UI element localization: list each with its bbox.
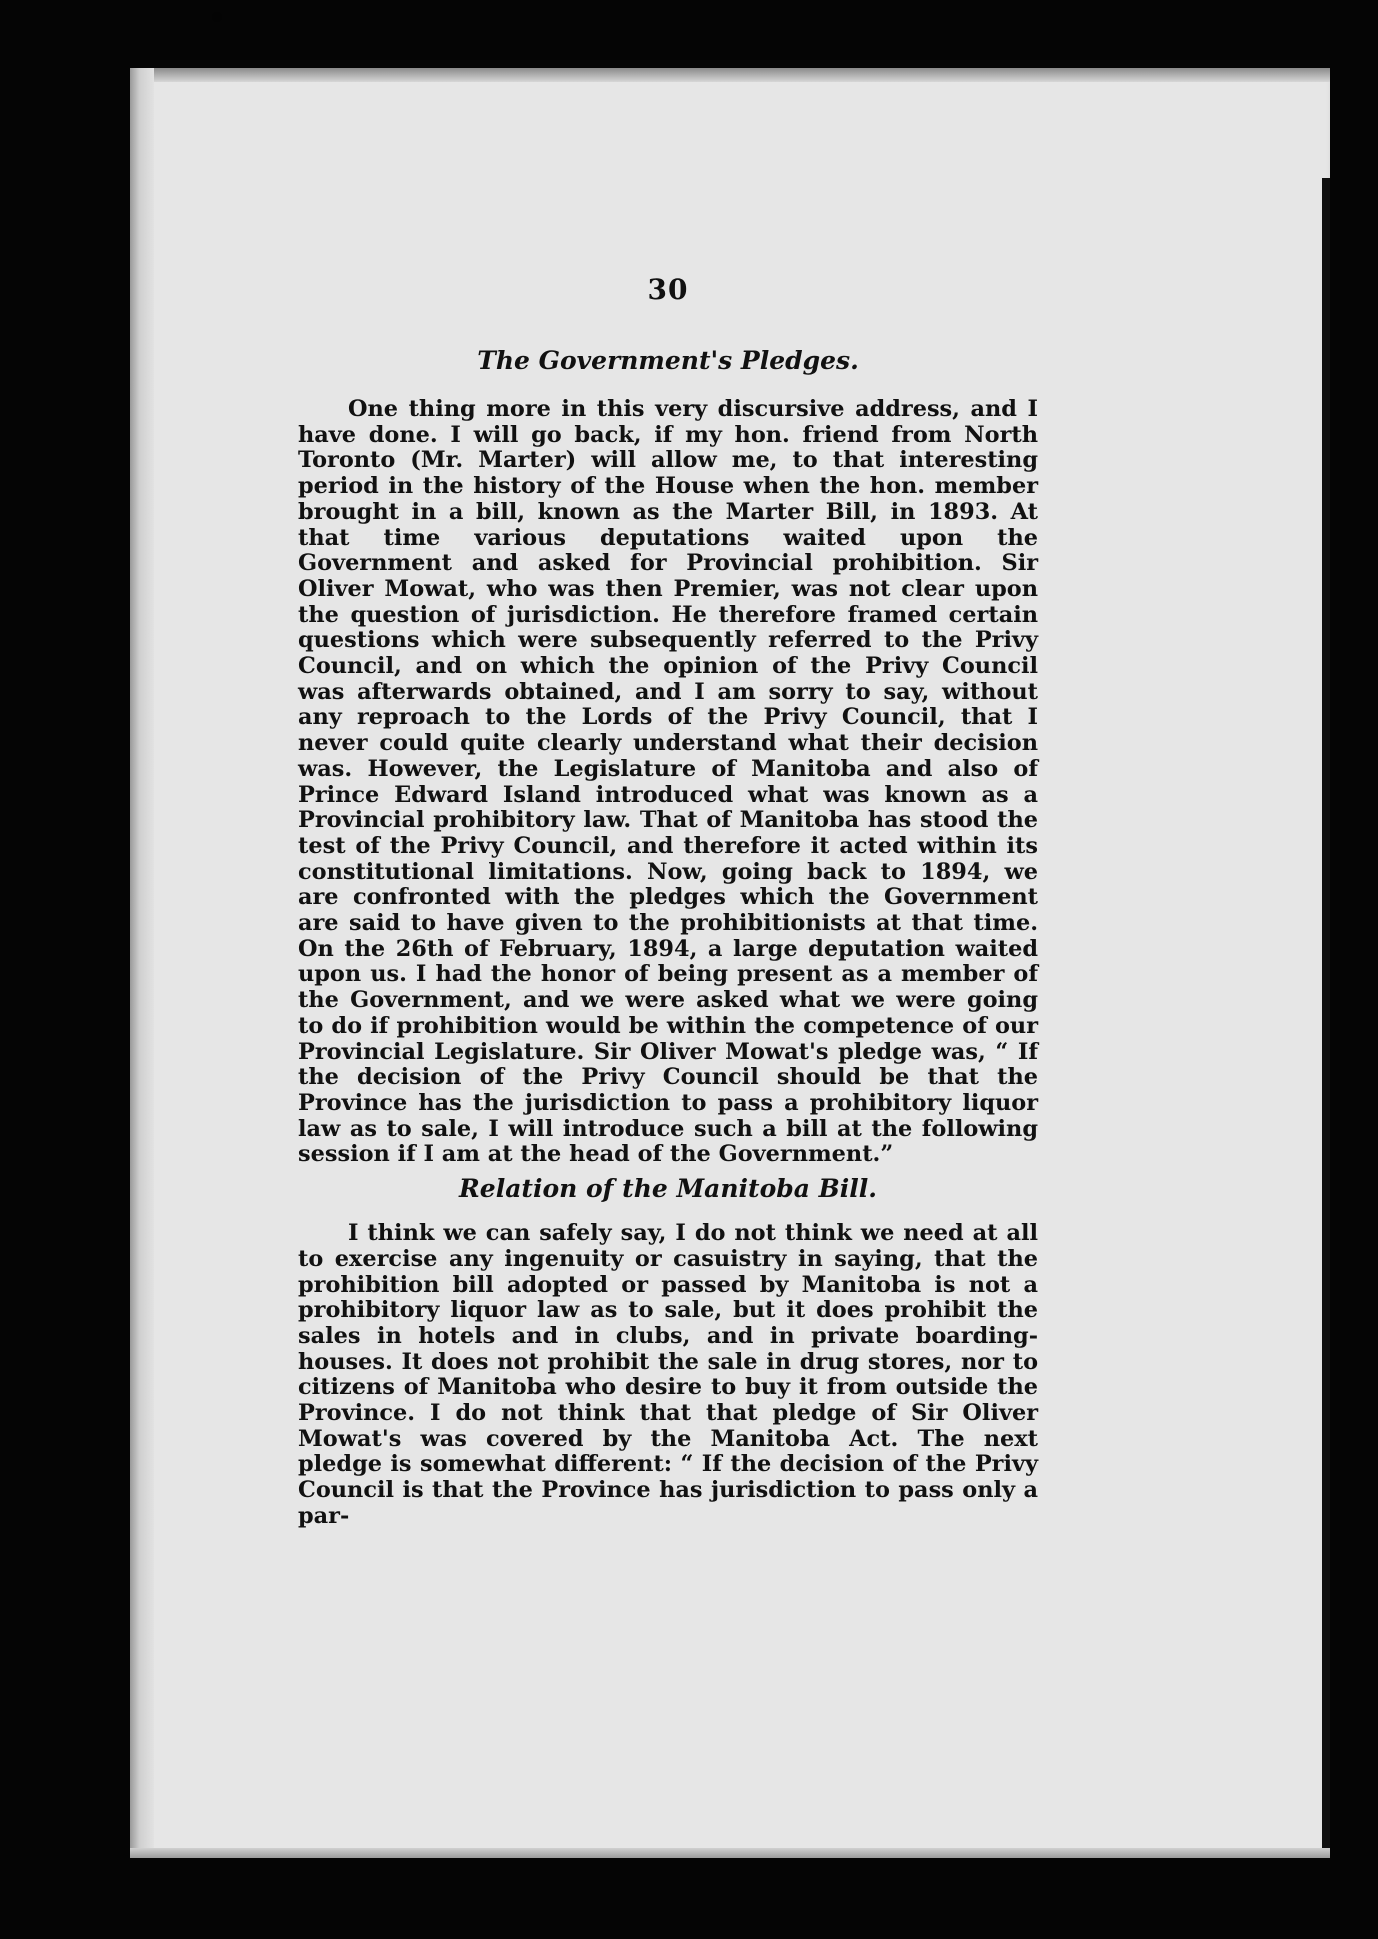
section-heading-manitoba-bill: Relation of the Manitoba Bill. (459, 1174, 877, 1204)
page-text-block (298, 273, 1038, 1530)
page-top-edge (130, 68, 1330, 82)
book-page (130, 68, 1330, 1858)
scan-speck (212, 12, 222, 22)
page-number: 30 (647, 273, 689, 306)
page-bottom-edge (130, 1848, 1330, 1858)
paragraph-manitoba-bill: I think we can safely say, I do not think we need at all to exercise any ingenuity or casuistry in saying, that the prohibition bill adopted or passed by Manitoba is not a prohibitory liquor law as to sale, but it does prohibit the sales in hotels and in clubs, and in private boarding-houses. It does not prohibit the sale in drug stores, nor to citizens of Manitoba who desire to buy it from outside the Province. I do not think that that pledge of Sir Oliver Mowat's was covered by the Manitoba Act. The next pledge is somewhat different: “ If the decision of the Privy Council is that the Province has jurisdiction to pass only a par- (298, 1220, 1038, 1529)
page-binding-edge (130, 68, 154, 1858)
paragraph-government-pledges: One thing more in this very discursive address, and I have done. I will go back, if my hon. friend from North Toronto (Mr. Marter) will allow me, to that interesting period in the history of the House when the hon. member brought in a bill, known as the Marter Bill, in 1893. At that time various deputations waited upon the Government and asked for Provincial prohibition. Sir Oliver Mowat, who was then Premier, was not clear upon the question of jurisdiction. He therefore framed certain questions which were subsequently referred to the Privy Council, and on which the opinion of the Privy Council was afterwards obtained, and I am sorry to say, without any reproach to the Lords of the Privy Council, that I never could quite clearly understand what their decision was. However, the Legislature of Manitoba and also of Prince Edward Island introduced what was known as a Provincial prohibitory law. That of Manitoba has stood the test of the Privy Council, and therefore it acted within its constitutional limitations. Now, going back to 1894, we are confronted with the pledges which the Government are said to have given to the prohibitionists at that time. On the 26th of February, 1894, a large deputation waited upon us. I had the honor of being present as a member of the Government, and we were asked what we were going to do if prohibition would be within the competence of our Provincial Legislature. Sir Oliver Mowat's pledge was, “ If the decision of the Privy Council should be that the Province has the jurisdiction to pass a prohibitory liquor law as to sale, I will introduce such a bill at the following session if I am at the head of the Government.” (298, 396, 1038, 1168)
section-heading-government-pledges: The Government's Pledges. (477, 346, 859, 375)
facing-page-gutter (1322, 178, 1330, 1858)
